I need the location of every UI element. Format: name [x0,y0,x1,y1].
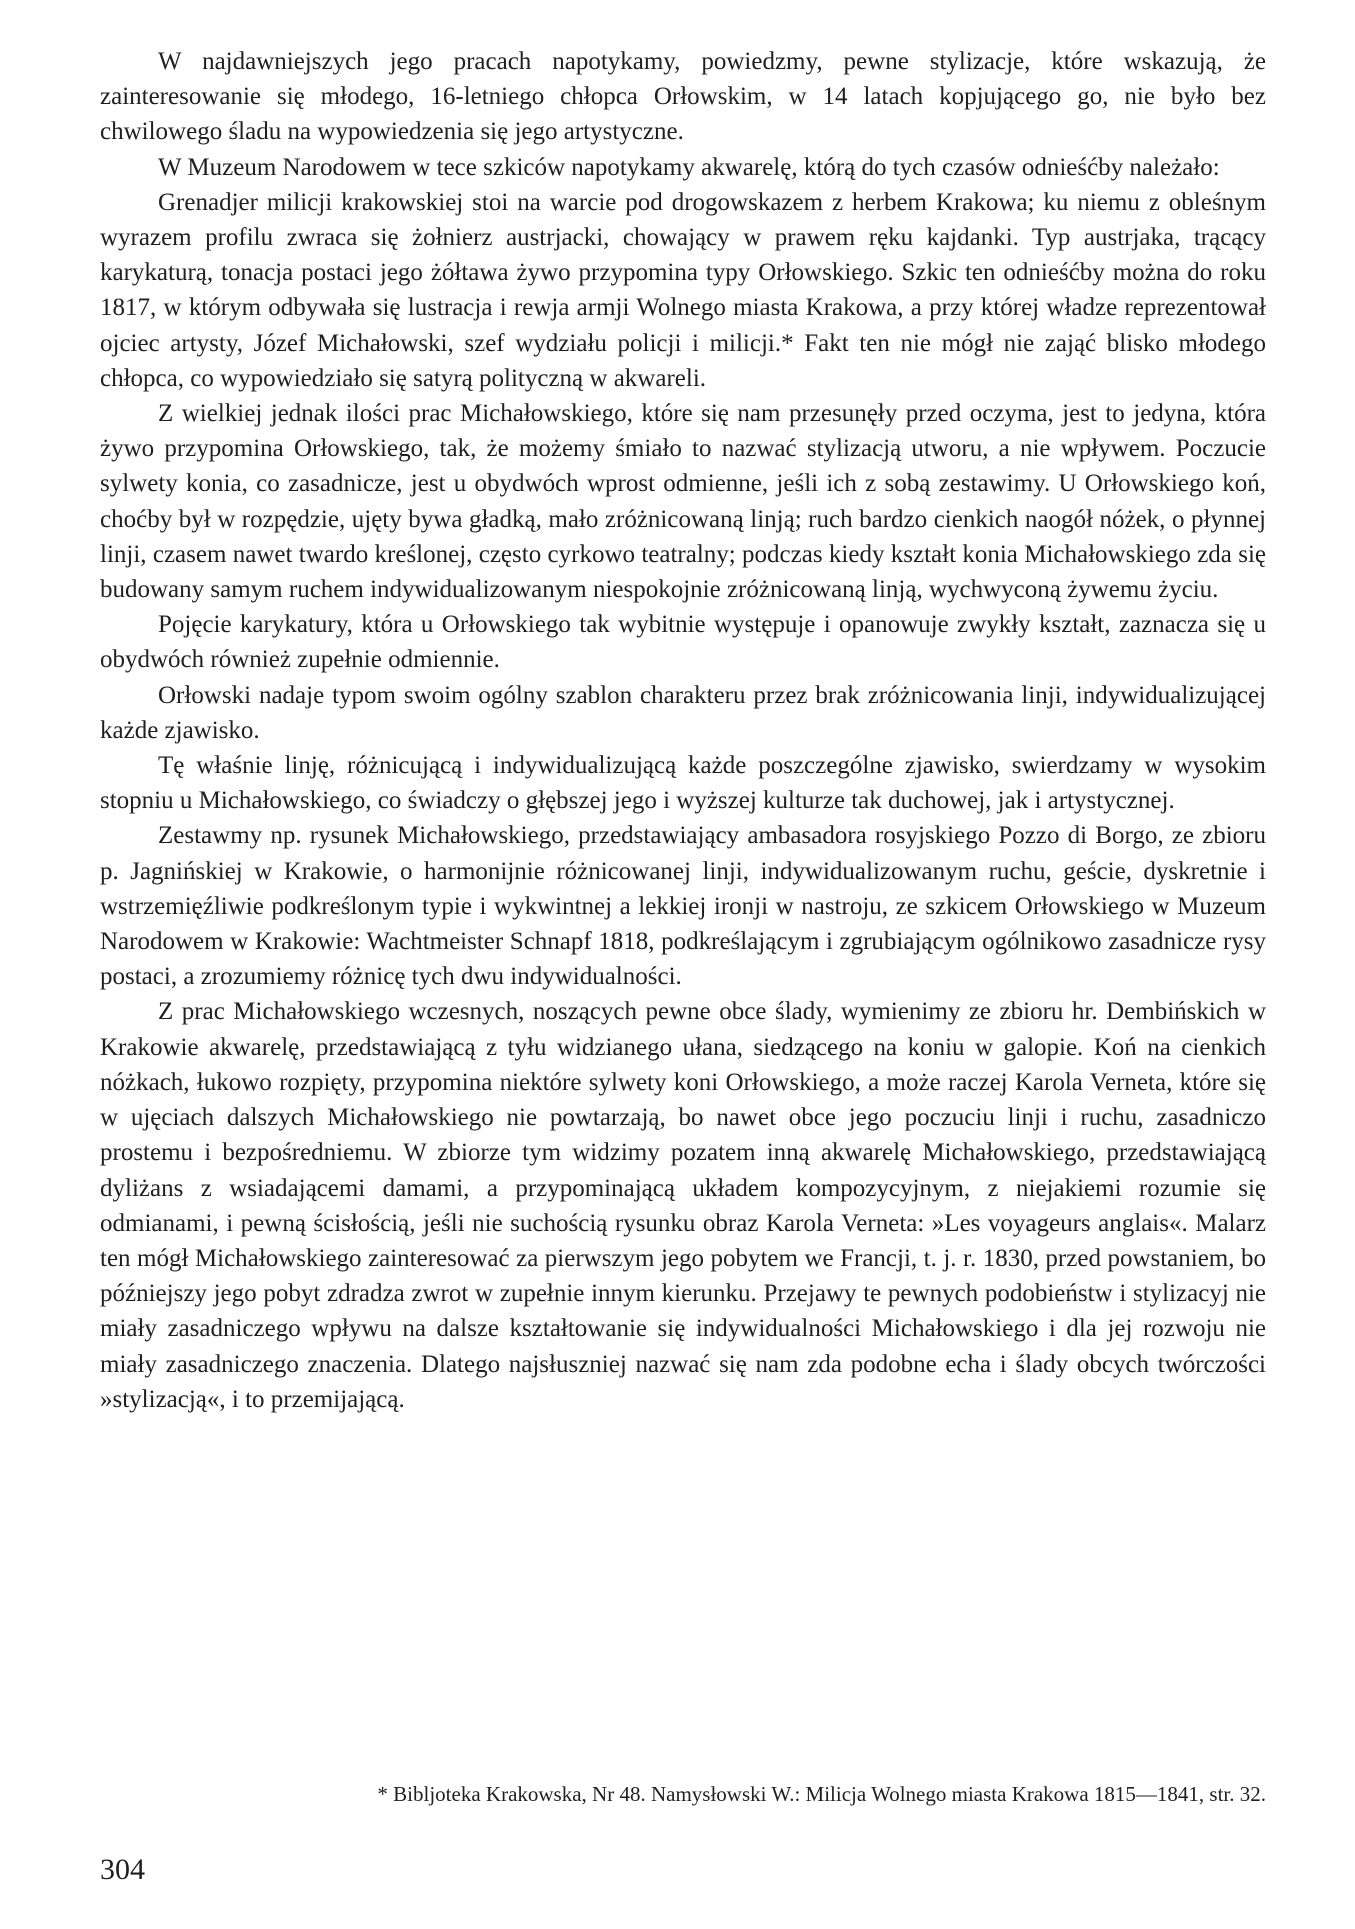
paragraph-horse-comparison: Z wielkiej jednak ilości prac Michałowskiego, które się nam przesunęły przed oczyma, jest to jedyna, która żywo przypomina Orłowskiego, tak, że możemy śmiało to nazwać stylizacją utworu, a nie wpływem. Poczucie sylwety konia, co zasadnicze, jest u obydwóch wprost odmienne, jeśli ich z sobą zestawimy. U Orłowskiego koń, choćby był w rozpędzie, ujęty bywa gładką, mało zróżnicowaną linją; ruch bardzo cienkich naogół nóżek, o płynnej linji, czasem nawet twardo kreślonej, często cyrkowo teatralny; podczas kiedy kształt konia Michałowskiego zda się budowany samym ruchem indywidualizowanym niespokojnie zróżnicowaną linją, wychwyconą żywemu życiu. [100,400,1266,604]
page-number: 304 [100,1853,145,1886]
paragraph-individualizing-line: Tę właśnie linję, różnicującą i indywidualizującą każde poszczególne zjawisko, swierdzamy w wysokim stopniu u Michałowskiego, co świadczy o głębszej jego i wyższej kulturze tak duchowej, jak i artystycznej. [100,752,1266,815]
paragraph-pozzo-di-borgo: Zestawmy np. rysunek Michałowskiego, przedstawiający ambasadora rosyjskiego Pozzo di Borgo, ze zbioru p. Jagnińskiej w Krakowie, o harmonijnie różnicowanej linji, indywidualizowanym ruchu, geście, dyskretnie i wstrzemięźliwie podkreślonym typie i wykwintnej a lekkiej ironji w nastroju, ze szkicem Orłowskiego w Muzeum Narodowem w Krakowie: Wachtmeister Schnapf 1818, podkreślającym i zgrubiającym ogólnikowo zasadnicze rysy postaci, a zrozumiemy różnicę tych dwu indywidualności. [100,822,1266,991]
paragraph-caricature: Pojęcie karykatury, która u Orłowskiego tak wybitnie występuje i opanowuje zwykły kształt, zaznacza się u obydwóch również zupełnie odmiennie. [100,611,1266,674]
paragraph-museum-watercolor: W Muzeum Narodowem w tece szkiców napotykamy akwarelę, którą do tych czasów odnieśćby należało: [158,153,1220,181]
paragraph-stylizations-intro: W najdawniejszych jego pracach napotykamy, powiedzmy, pewne stylizacje, które wskazują, że zainteresowanie się młodego, 16-letniego chłopca Orłowskim, w 14 latach kopjującego go, nie było bez chwilowego śladu na wypowiedzenia się jego artystyczne. [100,48,1266,146]
paragraph-orlowski-types: Orłowski nadaje typom swoim ogólny szablon charakteru przez brak zróżnicowania linji, indywidualizującej każde zjawisko. [100,681,1266,744]
footnote: * Bibljoteka Krakowska, Nr 48. Namysłowski W.: Milicja Wolnego miasta Krakowa 1815—1841, str. 32. [377,1782,1266,1806]
paragraph-grenadier-description: Grenadjer milicji krakowskiej stoi na warcie pod drogowskazem z herbem Krakowa; ku niemu z obleśnym wyrazem profilu zwraca się żołnierz austrjacki, chowający w prawem ręku kajdanki. Typ austrjaka, trącący karykaturą, tonacja postaci jego żółtawa żywo przypomina typy Orłowskiego. Szkic ten odnieśćby można do roku 1817, w którym odbywała się lustracja i rewja armji Wolnego miasta Krakowa, a przy której władze reprezentował ojciec artysty, Józef Michałowski, szef wydziału policji i milicji.* Fakt ten nie mógł nie zająć blisko młodego chłopca, co wypowiedziało się satyrą polityczną w akwareli. [100,188,1266,392]
body-text [100,44,1266,1417]
paragraph-early-works: Z prac Michałowskiego wczesnych, noszących pewne obce ślady, wymienimy ze zbioru hr. Dembińskich w Krakowie akwarelę, przedstawiającą z tyłu widzianego ułana, siedzącego na koniu w galopie. Koń na cienkich nóżkach, łukowo rozpięty, przypomina niektóre sylwety koni Orłowskiego, a może raczej Karola Verneta, które się w ujęciach dalszych Michałowskiego nie powtarzają, bo nawet obce jego poczuciu linji i ruchu, zasadniczo prostemu i bezpośredniemu. W zbiorze tym widzimy pozatem inną akwarelę Michałowskiego, przedstawiającą dyliżans z wsiadającemi damami, a przypominającą układem kompozycyjnym, z niejakiemi rozumie się odmianami, i pewną ścisłością, jeśli nie suchością rysunku obraz Karola Verneta: »Les voyageurs anglais«. Malarz ten mógł Michałowskiego zainteresować za pierwszym jego pobytem we Francji, t. j. r. 1830, przed powstaniem, bo późniejszy jego pobyt zdradza zwrot w zupełnie innym kierunku. Przejawy te pewnych podobieństw i stylizacyj nie miały zasadniczego wpływu na dalsze kształtowanie się indywidualności Michałowskiego i dla jej rozwoju nie miały zasadniczego znaczenia. Dlatego najsłuszniej nazwać się nam zda podobne echa i ślady obcych twórczości »stylizacją«, i to przemijającą. [100,998,1266,1413]
